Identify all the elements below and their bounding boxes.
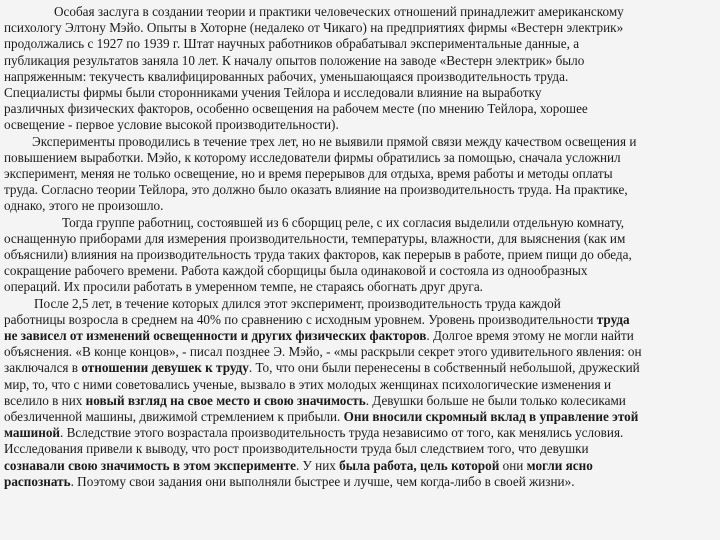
text-line (4, 458, 706, 474)
text-run: однако, этого не произошло. (4, 198, 164, 214)
bold-run: труда (596, 311, 630, 327)
text-run: они (499, 457, 527, 473)
text-run: . Вследствие этого возрастала производительность труда независимо от того, как менялись условия. (60, 425, 624, 441)
text-line (4, 441, 706, 457)
text-run: объяснения. «В конце концов», - писал позднее Э. Мэйо, - «мы раскрыли секрет этого удивительного явления: он (4, 344, 642, 360)
text-run: Эксперименты проводились в течение трех лет, но не выявили прямой связи между качеством освещения и (32, 133, 637, 149)
text-line (4, 69, 706, 85)
text-run: объяснили) влияния на производительность труда таких факторов, как перерыв в работе, прием пищи до обеда, (4, 247, 632, 263)
text-run: различных физических факторов, особенно освещения на рабочем месте (по мнению Тейлора, хорошее (4, 101, 588, 117)
text-run: Тогда группе работниц, состоявшей из 6 сборщиц реле, с их согласия выделили отдельную комнату, (62, 214, 625, 230)
text-line (4, 150, 706, 166)
text-run: освещение - первое условие высокой производительности). (4, 117, 339, 133)
text-run: . Девушки больше не были только колесиками (365, 392, 626, 408)
text-line (4, 263, 706, 279)
text-line (4, 215, 706, 231)
text-line (4, 166, 706, 182)
text-run: Исследования привели к выводу, что рост производительности труда был следствием того, что девушки (4, 441, 589, 457)
text-line (4, 296, 706, 312)
text-line (4, 474, 706, 490)
text-line (4, 85, 706, 101)
bold-run: Они вносили скромный вклад в управление этой (343, 409, 639, 425)
bold-run: машиной (4, 425, 61, 441)
text-run: обезличенной машины, движимой стремлением к прибыли. (4, 409, 344, 425)
bold-run: была работа, цель которой (339, 457, 500, 473)
text-run: заключался в (4, 360, 82, 376)
text-run: операций. Их просили работать в умеренном темпе, не стараясь обогнать друг друга. (4, 279, 483, 295)
text-line (4, 328, 706, 344)
text-run: продолжались с 1927 по 1939 г. Штат научных работников обрабатывал экспериментальные данные, а (4, 36, 580, 52)
text-line (4, 425, 706, 441)
text-line (4, 377, 706, 393)
text-run: . У них (295, 457, 340, 473)
text-line (4, 344, 706, 360)
bold-run: могли ясно (526, 457, 593, 473)
text-run: вселило в них (4, 392, 86, 408)
text-line (4, 247, 706, 263)
text-line (4, 101, 706, 117)
text-run: сокращение рабочего времени. Работа каждой сборщицы была одинаковой и состояла из однообразных (4, 263, 588, 279)
bold-run: новый взгляд на свое место и свою значимость (85, 392, 366, 408)
text-line (4, 117, 706, 133)
bold-run: распознать (4, 473, 71, 489)
text-run: оснащенную приборами для измерения производительности, температуры, влажности, для выяснения (как им (4, 230, 626, 246)
text-run: Особая заслуга в создании теории и практики человеческих отношений принадлежит американскому (54, 4, 624, 19)
text-line (4, 36, 706, 52)
text-line (4, 312, 706, 328)
bold-run: сознавали свою значимость в этом эксперименте (4, 457, 296, 473)
text-run: эксперимент, меняя не только освещение, но и время перерывов для отдыха, время работы и методы оплаты (4, 166, 613, 182)
bold-run: не зависел от изменений освещенности и других физических факторов (4, 328, 427, 344)
text-run: . То, что они были перенесены в собственный небольшой, дружеский (248, 360, 640, 376)
text-run: работницы возросла в среднем на 40% по сравнению с исходным уровнем. Уровень производительности (4, 311, 597, 327)
text-line (4, 134, 706, 150)
bold-run: отношении девушек к труду (81, 360, 249, 376)
text-line (4, 409, 706, 425)
text-run: После 2,5 лет, в течение которых длился этот эксперимент, производительность труда каждой (34, 295, 561, 311)
text-run: Специалисты фирмы были сторонниками учения Тейлора и исследовали влияние на выработку (4, 85, 542, 101)
text-line (4, 231, 706, 247)
text-line (4, 20, 706, 36)
text-line (4, 279, 706, 295)
text-run: труда. Согласно теории Тейлора, это должно было оказать влияние на производительность труда. На практике, (4, 182, 628, 198)
text-line (4, 393, 706, 409)
text-run: повышением выработки. Мэйо, к которому исследователи фирмы обратились за помощью, сначала усложнил (4, 149, 621, 165)
text-run: . Поэтому свои задания они выполняли быстрее и лучше, чем когда-либо в своей жизни». (70, 473, 575, 489)
text-run: публикация результатов заняла 10 лет. К началу опытов положение на заводе «Вестерн электрик» было (4, 52, 585, 68)
text-line (4, 198, 706, 214)
text-run: психологу Элтону Мэйо. Опыты в Хоторне (недалеко от Чикаго) на предприятиях фирмы «Вестерн электрик» (4, 20, 624, 36)
text-run: напряженным: текучесть квалифицированных рабочих, уменьшающаяся производительность труда. (4, 68, 569, 84)
text-run: . Долгое время этому не могли найти (426, 328, 634, 344)
text-line (4, 182, 706, 198)
text-line (4, 360, 706, 376)
text-run: мир, то, что с ними советовались ученые, вызвало в этих молодых женщинах психологические изменения и (4, 376, 612, 392)
text-line (4, 4, 706, 20)
text-line (4, 53, 706, 69)
